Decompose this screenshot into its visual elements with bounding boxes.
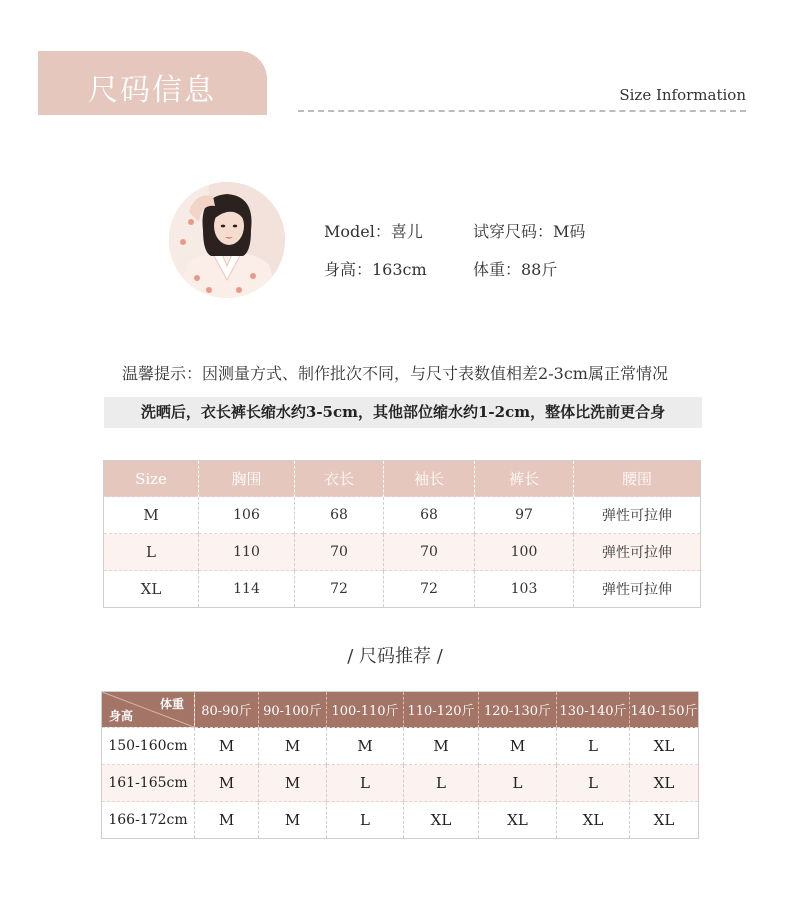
recommended-size-cell: M xyxy=(327,728,404,765)
table-cell: 70 xyxy=(384,534,475,571)
table-row xyxy=(102,765,699,802)
size-chart-table xyxy=(103,460,701,608)
table-cell: 弹性可拉伸 xyxy=(574,497,701,534)
recommended-size-cell: L xyxy=(557,728,630,765)
table-cell: 68 xyxy=(295,497,384,534)
table-cell: 103 xyxy=(475,571,574,608)
size-cell: L xyxy=(104,534,199,571)
weight-range-header: 140-150斤 xyxy=(630,692,699,728)
table-cell: 100 xyxy=(475,534,574,571)
height-weight-corner-cell xyxy=(102,692,195,728)
recommended-size-cell: L xyxy=(479,765,557,802)
recommended-size-cell: L xyxy=(327,765,404,802)
size-table-header: 胸围 xyxy=(199,461,295,497)
weight-range-header: 110-120斤 xyxy=(404,692,479,728)
recommended-size-cell: M xyxy=(259,765,327,802)
model-portrait-image xyxy=(169,182,285,298)
wash-shrink-note: 洗晒后，衣长裤长缩水约3-5cm，其他部位缩水约1-2cm，整体比洗前更合身 xyxy=(104,397,702,428)
recommended-size-cell: M xyxy=(195,728,259,765)
table-cell: 70 xyxy=(295,534,384,571)
model-weight: 体重：88斤 xyxy=(473,260,558,279)
recommended-size-cell: M xyxy=(479,728,557,765)
recommended-size-cell: M xyxy=(404,728,479,765)
section-subtitle: Size Information xyxy=(619,86,746,104)
size-cell: M xyxy=(104,497,199,534)
table-cell: 110 xyxy=(199,534,295,571)
table-cell: 97 xyxy=(475,497,574,534)
section-title: 尺码信息 xyxy=(88,73,216,108)
weight-range-header: 100-110斤 xyxy=(327,692,404,728)
table-row xyxy=(102,802,699,839)
recommended-size-cell: XL xyxy=(630,802,699,839)
recommended-size-cell: M xyxy=(259,802,327,839)
table-row xyxy=(104,571,701,608)
table-cell: 72 xyxy=(295,571,384,608)
recommended-size-cell: XL xyxy=(404,802,479,839)
table-row xyxy=(104,534,701,571)
model-avatar xyxy=(169,182,285,298)
height-range-cell: 166-172cm xyxy=(102,802,195,839)
recommended-size-cell: L xyxy=(557,765,630,802)
size-table-header: 腰围 xyxy=(574,461,701,497)
size-table-header: 衣长 xyxy=(295,461,384,497)
recommended-size-cell: M xyxy=(259,728,327,765)
weight-axis-label: 体重 xyxy=(159,697,184,711)
weight-range-header: 80-90斤 xyxy=(195,692,259,728)
recommended-size-cell: M xyxy=(195,765,259,802)
size-table-header-row xyxy=(104,461,701,497)
height-range-cell: 150-160cm xyxy=(102,728,195,765)
weight-range-header: 120-130斤 xyxy=(479,692,557,728)
weight-range-header: 90-100斤 xyxy=(259,692,327,728)
recommended-size-cell: M xyxy=(195,802,259,839)
model-height: 身高：163cm xyxy=(324,260,427,279)
table-row xyxy=(104,497,701,534)
recommended-size-cell: XL xyxy=(630,765,699,802)
model-trial-size: 试穿尺码：M码 xyxy=(473,222,586,241)
recommended-size-cell: XL xyxy=(479,802,557,839)
height-axis-label: 身高 xyxy=(109,709,134,723)
model-name: Model：喜儿 xyxy=(324,222,423,241)
table-cell: 弹性可拉伸 xyxy=(574,571,701,608)
recommended-size-cell: XL xyxy=(630,728,699,765)
measurement-tip: 温馨提示：因测量方式、制作批次不同，与尺寸表数值相差2-3cm属正常情况 xyxy=(122,364,668,383)
size-table-header: 裤长 xyxy=(475,461,574,497)
weight-range-header: 130-140斤 xyxy=(557,692,630,728)
height-range-cell: 161-165cm xyxy=(102,765,195,802)
size-cell: XL xyxy=(104,571,199,608)
size-recommend-table xyxy=(101,691,699,839)
table-cell: 106 xyxy=(199,497,295,534)
section-title-tab xyxy=(38,51,267,115)
size-table-header: Size xyxy=(104,461,199,497)
dashed-divider xyxy=(298,110,746,112)
size-table-header: 袖长 xyxy=(384,461,475,497)
recommended-size-cell: L xyxy=(327,802,404,839)
table-row xyxy=(102,728,699,765)
size-recommend-heading: / 尺码推荐 / xyxy=(347,646,443,667)
table-cell: 68 xyxy=(384,497,475,534)
recommend-header-row xyxy=(102,692,699,728)
recommended-size-cell: XL xyxy=(557,802,630,839)
table-cell: 114 xyxy=(199,571,295,608)
table-cell: 弹性可拉伸 xyxy=(574,534,701,571)
table-cell: 72 xyxy=(384,571,475,608)
recommended-size-cell: L xyxy=(404,765,479,802)
